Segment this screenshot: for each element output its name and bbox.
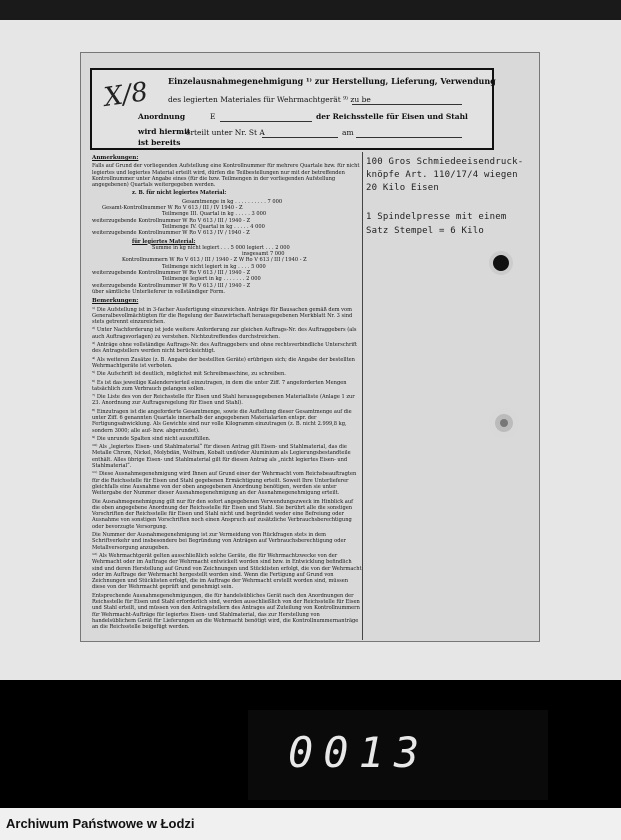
scan-margin-bottom	[0, 642, 540, 680]
typed-note-line-5: Satz Stempel = 6 Kilo	[366, 226, 484, 236]
bemerkungen-title: Bemerkungen:	[92, 298, 139, 305]
example-teilmenge-iv: Teilmenge IV. Quartal in kg . . . . . 4 000	[162, 223, 265, 230]
handwritten-mark: X/8	[102, 77, 150, 113]
fill-line-am	[356, 137, 462, 138]
form-label-ist-bereits: ist bereits	[138, 138, 181, 147]
form-label-am: am	[342, 128, 354, 137]
legiert-weiter-nicht: weiterzugebende Kontrollnummer W Ro V 613 / III / 1940 - Z	[92, 270, 251, 277]
frame-counter	[248, 710, 548, 800]
remark-14: ¹²⁾ Als Wehrmachtgerät gelten ausschließlich solche Geräte, die für Wehrmachtzwecke von der Wehrmacht oder im Auftrage der Wehrmacht entwickelt worden sind bzw. in Entwicklung befindlich sind und deren Herstellung auf Grund von Zeichnungen und Stücklisten erfolgt, die von der Wehrmacht oder im Auftrage der Wehrmacht hergestellt worden sind. Wenn die Fertigung auf Grund von Zeichnungen und Stücklisten erfolgt, die im Auftrage der Wehrmacht erstellt worden sind, müssen diese von der Wehrmacht geprüft und genehmigt sein.	[92, 552, 362, 591]
punch-hole-icon	[489, 251, 513, 275]
punch-hole-icon	[489, 408, 519, 438]
legiert-ueber: über sämtliche Unterlieferer in vollständiger Form.	[92, 288, 226, 295]
form-title-line: Einzelausnahmegenehmigung ¹⁾ zur Herstellung, Lieferung, Verwendung	[168, 76, 496, 86]
remark-1: ¹⁾ Die Aufstellung ist in 3-facher Ausfertigung einzureichen. Anträge für Bausachen gemäß dem vom Generalbevollmächtigten für die Regelung der Bauwirtschaft herausgegebenen Merkblatt Nr. 3 sind stets getrennt einzureichen.	[92, 306, 353, 326]
legiert-label: für legiertes Material:	[132, 238, 196, 245]
form-label-wird-hiermit: wird hiermit	[138, 127, 191, 136]
fill-line-be	[352, 104, 462, 105]
legiert-teil-nicht: Teilmenge nicht legiert in kg . . . . 5 000	[162, 263, 266, 270]
fill-line-anordnung	[220, 121, 312, 122]
frame-counter-digits: 0013	[288, 728, 430, 777]
archive-footer	[0, 808, 621, 840]
legiert-insgesamt: insgesamt 7 000	[242, 251, 285, 258]
archive-name: Archiwum Państwowe w Łodzi	[6, 816, 195, 831]
remark-8: ⁸⁾ Einzutragen ist die angeforderte Gesamtmenge, sowie die Aufteilung dieser Gesamtmenge auf die unter Ziff. 6 genannten Quartale innerhalb der angegebenen Materialarten entspr. der Fertigungsabwicklung. Als Gewichte sind nur volle Kilogramm einzutragen (z. B. nicht 2.999,8 kg, sondern 3000; alle auf- bzw. abgerundet).	[92, 408, 352, 434]
form-label-e: E	[210, 112, 216, 121]
form-label-anordnung: Anordnung	[138, 112, 186, 121]
example-weiter-iv: weiterzugebende Kontrollnummer W Ro V 613 / IV / 1940 - Z	[92, 230, 250, 237]
typed-note-line-1: 100 Gros Schmiedeeisendruck-	[366, 157, 524, 167]
remark-12: Die Ausnahmegenehmigung gilt nur für den sofort angegebenen Verwendungszweck im Hinblick auf die oben angegebene Anordnung der Reichsstelle für Eisen und Stahl. Sie berührt alle die sonstigen Vorschriften der Reichsstelle für Eisen und Stahl nicht und begründet weder eine Befreiung oder Ausnahme von sonstigen Vorschriften noch einen Anspruch auf zusätzliche Verbrauchsberechtigung oder bevorzugte Versorgung.	[92, 498, 353, 530]
legiert-summe: Summe in kg nicht legiert . . . 5 000 legiert . . . 2 000	[152, 244, 290, 251]
anmerkungen-title: Anmerkungen:	[92, 155, 139, 161]
remark-15: Entsprechende Ausnahmegenehmigungen, die für handelsübliches Gerät nach den Anordnungen der Reichsstelle für Eisen und Stahl erforderlich sind, werden ausschließlich von der Reichsstelle für Eisen und Stahl erteilt, und müssen von den Antragstellern des Antrages auf Zuteilung von Kontrollnummern für Wehrmacht-Aufträge für legiertes Eisen- und Stahlmaterial, das zur Herstellung von handelsüblichem Gerät für Lieferungen an die Wehrmacht benötigt wird, die Kontrollnummernanträge an die Reichsstelle beigefügt werden.	[92, 592, 360, 631]
scan-margin-left	[0, 20, 80, 680]
typed-note-line-2: knöpfe Art. 110/17/4 wiegen	[366, 170, 518, 180]
remark-2: ²⁾ Unter Nachforderung ist jede weitere Anforderung zur gleichen Auftrags-Nr. des Auftraggebers (als auch Auftragsvorlagen) zu verstehen. Nichtzutreffendes durchstreichen.	[92, 327, 357, 340]
form-line-materials: des legierten Materiales für Wehrmachtgerät ⁹⁾ zu be	[168, 95, 371, 104]
remark-4: ⁴⁾ Als weiteren Zusätze (z. B. Angabe der bestellten Geräte) erübrigen sich; die Angabe der bestellten Wehrmachtgeräte ist verboten.	[92, 356, 355, 369]
legiert-weiter: weiterzugebende Kontrollnummer W Ro V 613 / III / 1940 - Z	[92, 282, 251, 289]
fill-line-nr	[262, 137, 338, 138]
example-gesamt-kontroll: Gesamt-Kontrollnummer W Ro V 613 / III / IV 1940 - Z	[102, 205, 243, 212]
form-label-reichsstelle: der Reichsstelle für Eisen und Stahl	[316, 112, 468, 121]
remark-7: ⁷⁾ Die Liste des von der Reichsstelle für Eisen und Stahl herausgegebenen Materialliste (Anlage 1 zur 23. Anordnung zur Auftragsregelung für Eisen und Stahl).	[92, 394, 355, 407]
scan-margin-right	[540, 20, 621, 680]
film-frame-top	[0, 0, 621, 20]
example-weiter-iii: weiterzugebende Kontrollnummer W Ro V 613 / III / 1940 - Z	[92, 217, 251, 224]
remark-9: ⁹⁾ Die unrunde Spalten sind nicht auszufüllen.	[92, 435, 211, 442]
remark-5: ⁵⁾ Die Aufschrift ist deutlich, möglichst mit Schreibmaschine, zu schreiben.	[92, 371, 286, 378]
example-label: z. B. für nicht legiertes Material:	[132, 190, 227, 197]
anmerkungen-text: Falls auf Grund der vorliegenden Aufstellung eine Kontrollnummer für mehrere Quartale bzw. für nicht legiertes und legiertes Material erteilt wird, dürfen die Teilbestellungen nur mit der betreffenden Kontrollnummer unter Angabe eines (für die bzw. Teilmengen in der vorliegenden Aufstellung angegebenen) Quartals weitergegeben werden.	[92, 163, 360, 189]
remark-13: Die Nummer der Ausnahmegenehmigung ist zur Vermeidung von Rückfragen stets in dem Schriftverkehr und insbesondere bei Begründung von Anträgen auf Verbrauchsberechtigung oder Metallversorgung anzugeben.	[92, 532, 346, 551]
notes-column	[92, 155, 362, 635]
scan-margin-top	[0, 20, 621, 52]
remark-10: ¹⁰⁾ Als „legiertes Eisen- und Stahlmaterial“ für diesen Antrag gilt Eisen- und Stahlmaterial, das die Metalle Chrom, Nickel, Molybdän, Wolfram, Kobalt und/oder Aluminium als Legierungsbestandteile enthält. Alles übrige Eisen- und Stahlmaterial gilt für diesen Antrag als „nicht legiertes Eisen- und Stahlmaterial“.	[92, 444, 351, 470]
legiert-kontroll: Kontrollnummern W Ro V 613 / III / 1940 - Z W Ro V 613 / III / 1940 - Z	[122, 257, 307, 264]
example-gesamtmenge: Gesamtmenge in kg . . . . . . . . . . 7 000	[182, 198, 283, 205]
form-label-erteilt: erteilt unter Nr. St A	[186, 128, 265, 137]
typed-note-line-4: 1 Spindelpresse mit einem	[366, 212, 507, 222]
example-teilmenge-iii: Teilmenge III. Quartal in kg . . . . . 3 000	[162, 211, 267, 218]
remark-11: ¹¹⁾ Diese Ausnahmegenehmigung wird Ihnen auf Grund einer der Wehrmacht vom Reichsbeauftragten für die Reichsstelle für Eisen und Stahl gegebenen Ermächtigung erteilt. Soweit Ihre Unterlieferer gleichfalls eine Ausnahme von der oben angegebenen Anordnung benötigen, werden sie unter Weitergabe der Nummer dieser Ausnahmegenehmigung an der Ausnahmegenehmigung erteilt.	[92, 471, 357, 497]
remark-6: ⁶⁾ Es ist das jeweilige Kalendervierteil einzutragen, in dem die unter Ziff. 7 angeforderten Mengen tatsächlich zum Verbrauch gelangen sollen.	[92, 379, 347, 392]
remark-3: ³⁾ Anträge ohne vollständige Auftrags-Nr. des Auftraggebers und ohne rechtsverbindliche Unterschrift des Antragstellers werden nicht berücksichtigt.	[92, 342, 357, 355]
legiert-teil: Teilmenge legiert in kg . . . . . . . 2 000	[162, 276, 261, 283]
column-divider	[362, 152, 363, 640]
typed-note-line-3: 20 Kilo Eisen	[366, 183, 440, 193]
